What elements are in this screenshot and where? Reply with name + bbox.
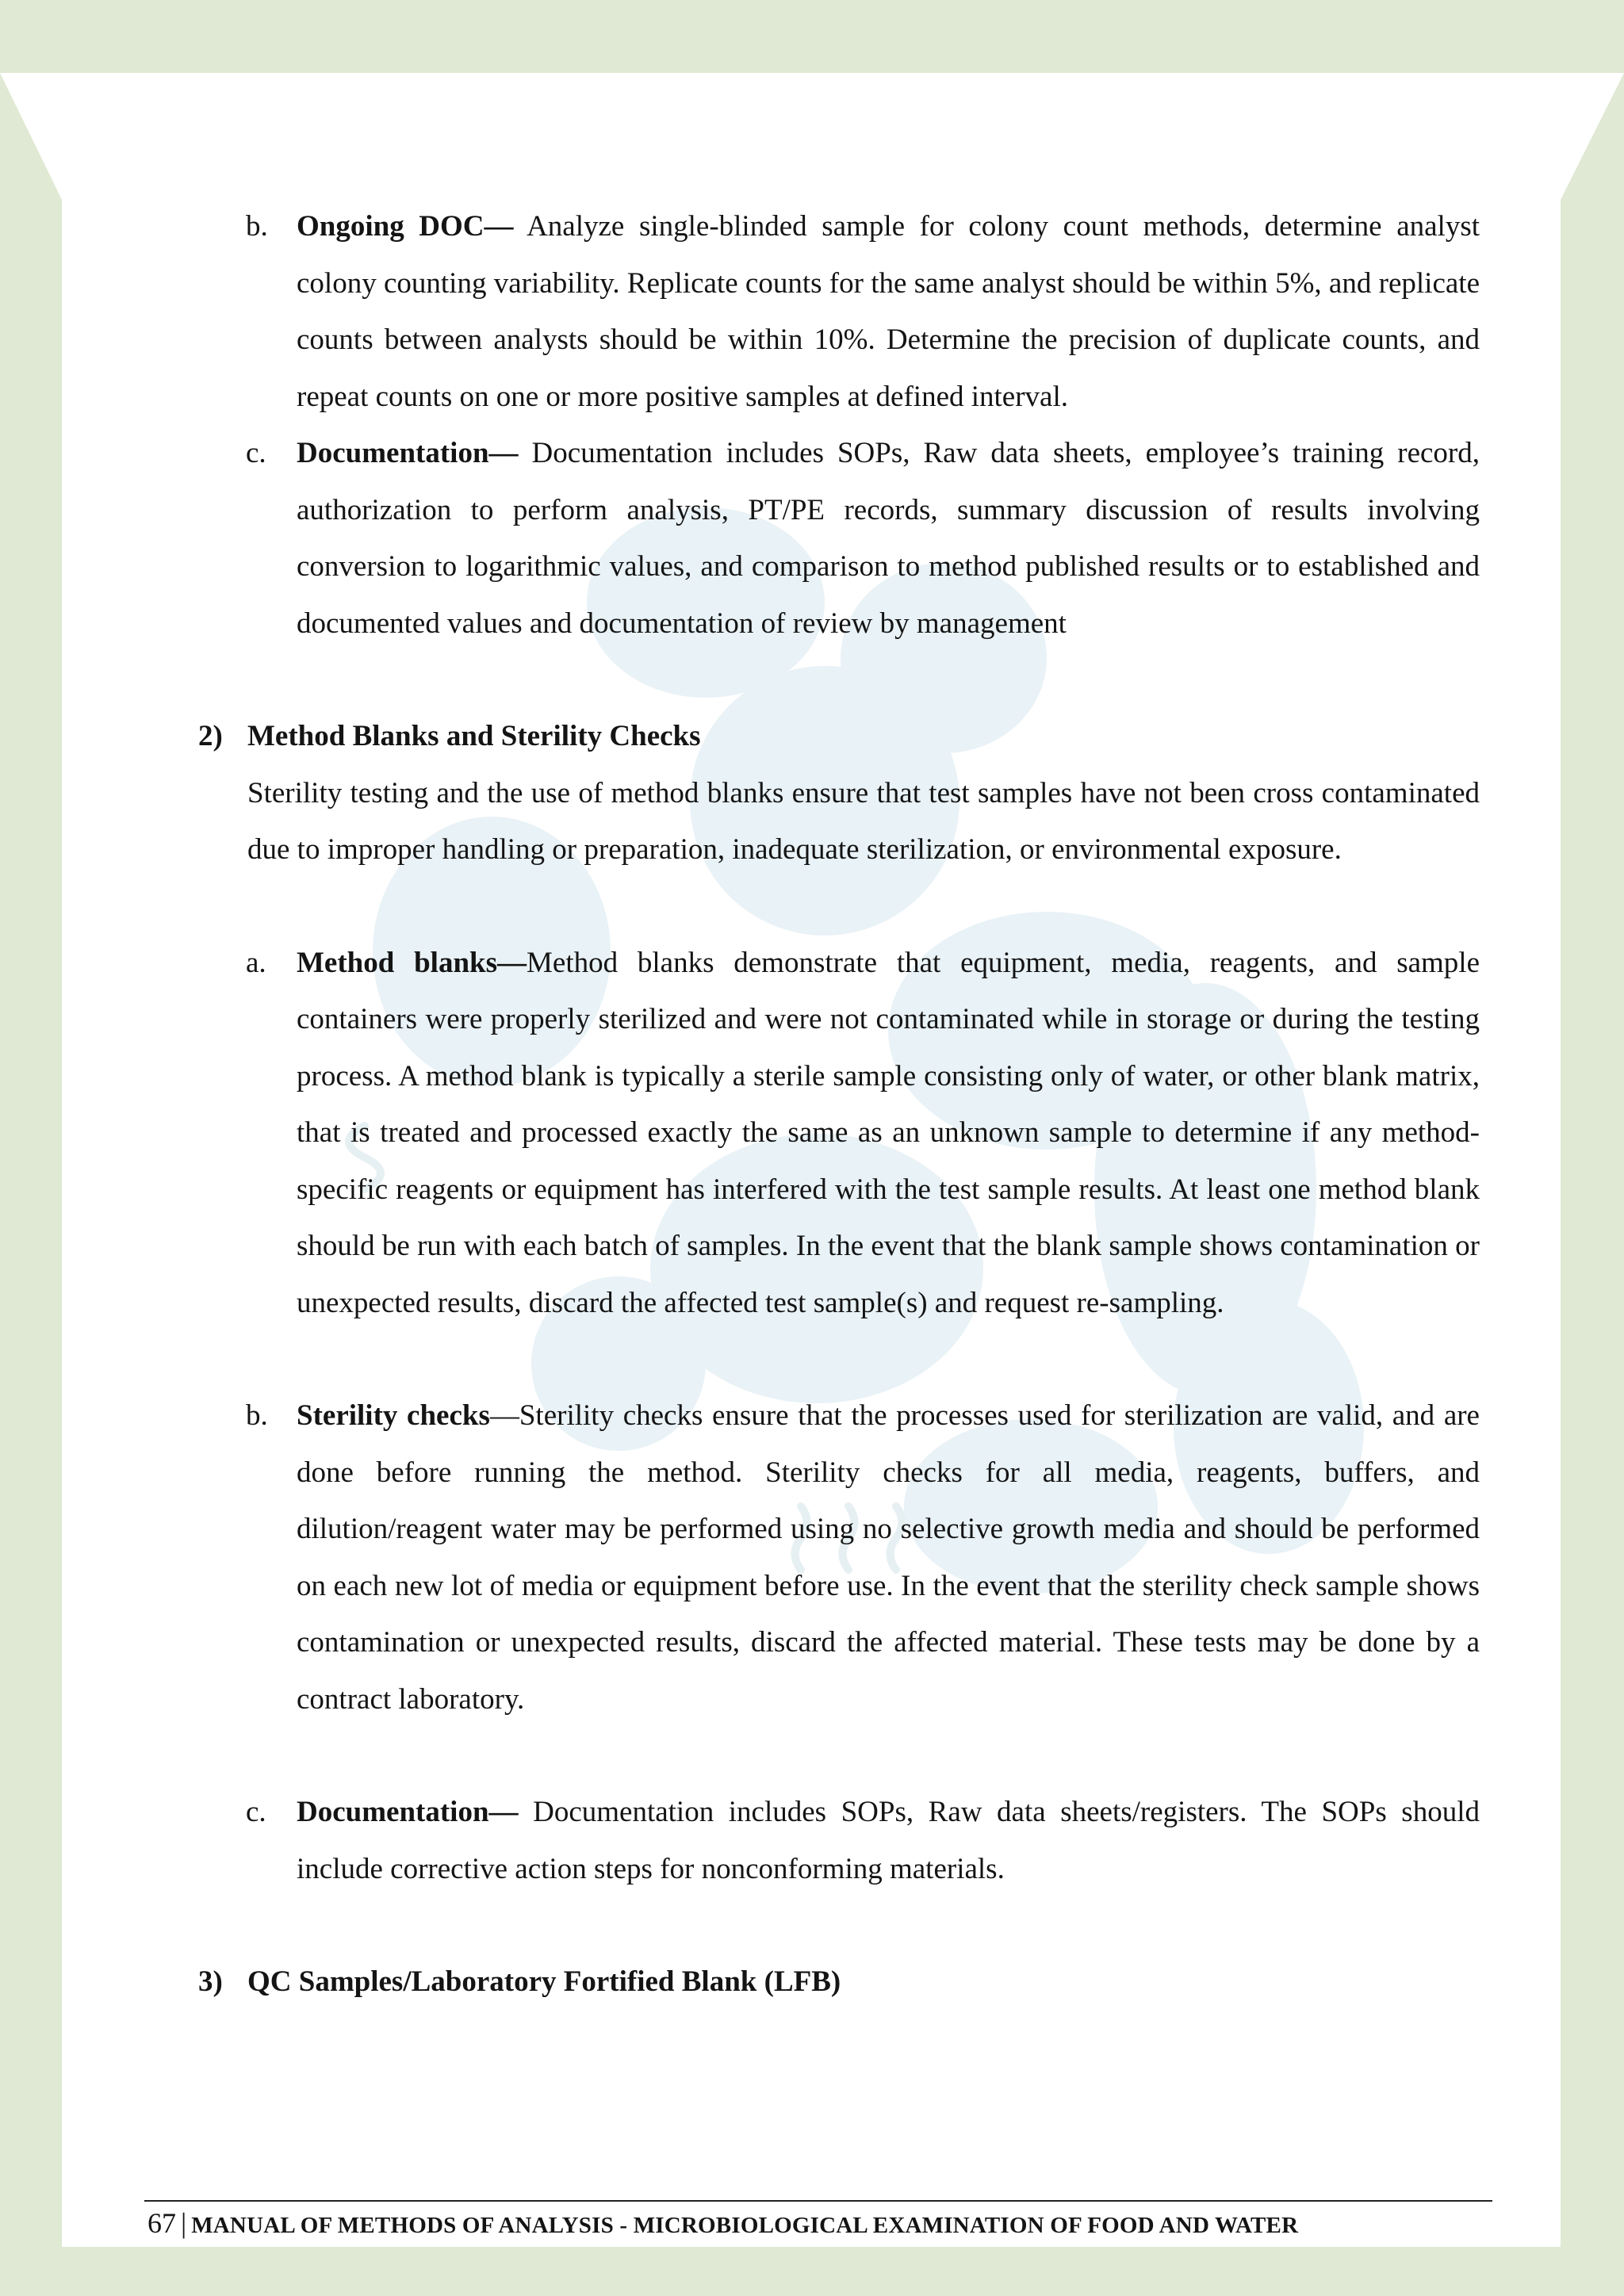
- item-text: Method blanks demonstrate that equipment, media, reagents, and sample containers were properly sterilized and were not contaminated while in storage or during the testing process. A method blank is typically a sterile sample consisting only of water, or other blank matrix, that is treated and processed exactly the same as an unknown sample to determine if any method-specific reagents or equipment has interfered with the test sample results. At least one method blank should be run with each batch of samples. In the event that the blank sample shows contamination or unexpected results, discard the affected test sample(s) and request re-sampling.: [297, 946, 1480, 1319]
- term-label: Method blanks—: [297, 946, 527, 979]
- item-text: Analyze single-blinded sample for colony count methods, determine analyst colony counting variability. Replicate counts for the same analyst should be within 5%, and replicate counts between analysts should be within 10%. Determine the precision of duplicate counts, and repeat counts on one or more positive samples at defined interval.: [297, 210, 1480, 413]
- term-label: Documentation—: [297, 1796, 519, 1828]
- list-item-ongoing-doc: [198, 198, 1480, 425]
- item-text: —Sterility checks ensure that the processes used for sterilization are valid, and are done before running the method. Sterility checks for all media, reagents, buffers, and dilution/reagent water may be performed using no selective growth media and should be performed on each new lot of media or equipment before use. In the event that the sterility check sample shows contamination or unexpected results, discard the affected material. These tests may be done by a contract laboratory.: [297, 1399, 1480, 1716]
- section-intro: Sterility testing and the use of method blanks ensure that test samples have not been cross contaminated due to improper handling or preparation, inadequate sterilization, or environmental exposure.: [247, 776, 1480, 866]
- footer-rule: [144, 2200, 1492, 2202]
- term-label: Sterility checks: [297, 1399, 490, 1432]
- term-label: Documentation—: [297, 437, 519, 469]
- footer-title: MANUAL OF METHODS OF ANALYSIS - MICROBIOLOGICAL EXAMINATION OF FOOD AND WATER: [191, 2213, 1299, 2238]
- footer-separator: |: [181, 2207, 187, 2239]
- list-marker: b.: [246, 210, 268, 243]
- section-heading-method-blanks: [198, 708, 1480, 765]
- section-number: 3): [198, 1965, 223, 1998]
- section-heading-qc-samples: [198, 1954, 1480, 2011]
- list-item-method-blanks: [198, 935, 1480, 1332]
- item-text: Documentation includes SOPs, Raw data sheets, employee’s training record, authorization to perform analysis, PT/PE records, summary discussion of results involving conversion to logarithmic values, and comparison to method published results or to established and documented values and documentation of review by management: [297, 437, 1480, 640]
- section-title: QC Samples/Laboratory Fortified Blank (LFB): [247, 1965, 841, 1998]
- section-title: Method Blanks and Sterility Checks: [247, 720, 701, 752]
- list-marker: a.: [246, 946, 266, 979]
- term-label: Ongoing DOC—: [297, 210, 514, 243]
- list-marker: b.: [246, 1399, 268, 1432]
- list-item-documentation: [198, 425, 1480, 652]
- list-item-documentation-2: [198, 1784, 1480, 1897]
- page-footer: [147, 2204, 1298, 2244]
- section-number: 2): [198, 720, 223, 752]
- item-text: Documentation includes SOPs, Raw data sheets/registers. The SOPs should include corrective action steps for nonconforming materials.: [297, 1796, 1480, 1885]
- list-marker: c.: [246, 437, 266, 469]
- page-number: 67: [147, 2207, 176, 2239]
- document-body: [198, 198, 1480, 2011]
- list-item-sterility-checks: [198, 1387, 1480, 1728]
- list-marker: c.: [246, 1796, 266, 1828]
